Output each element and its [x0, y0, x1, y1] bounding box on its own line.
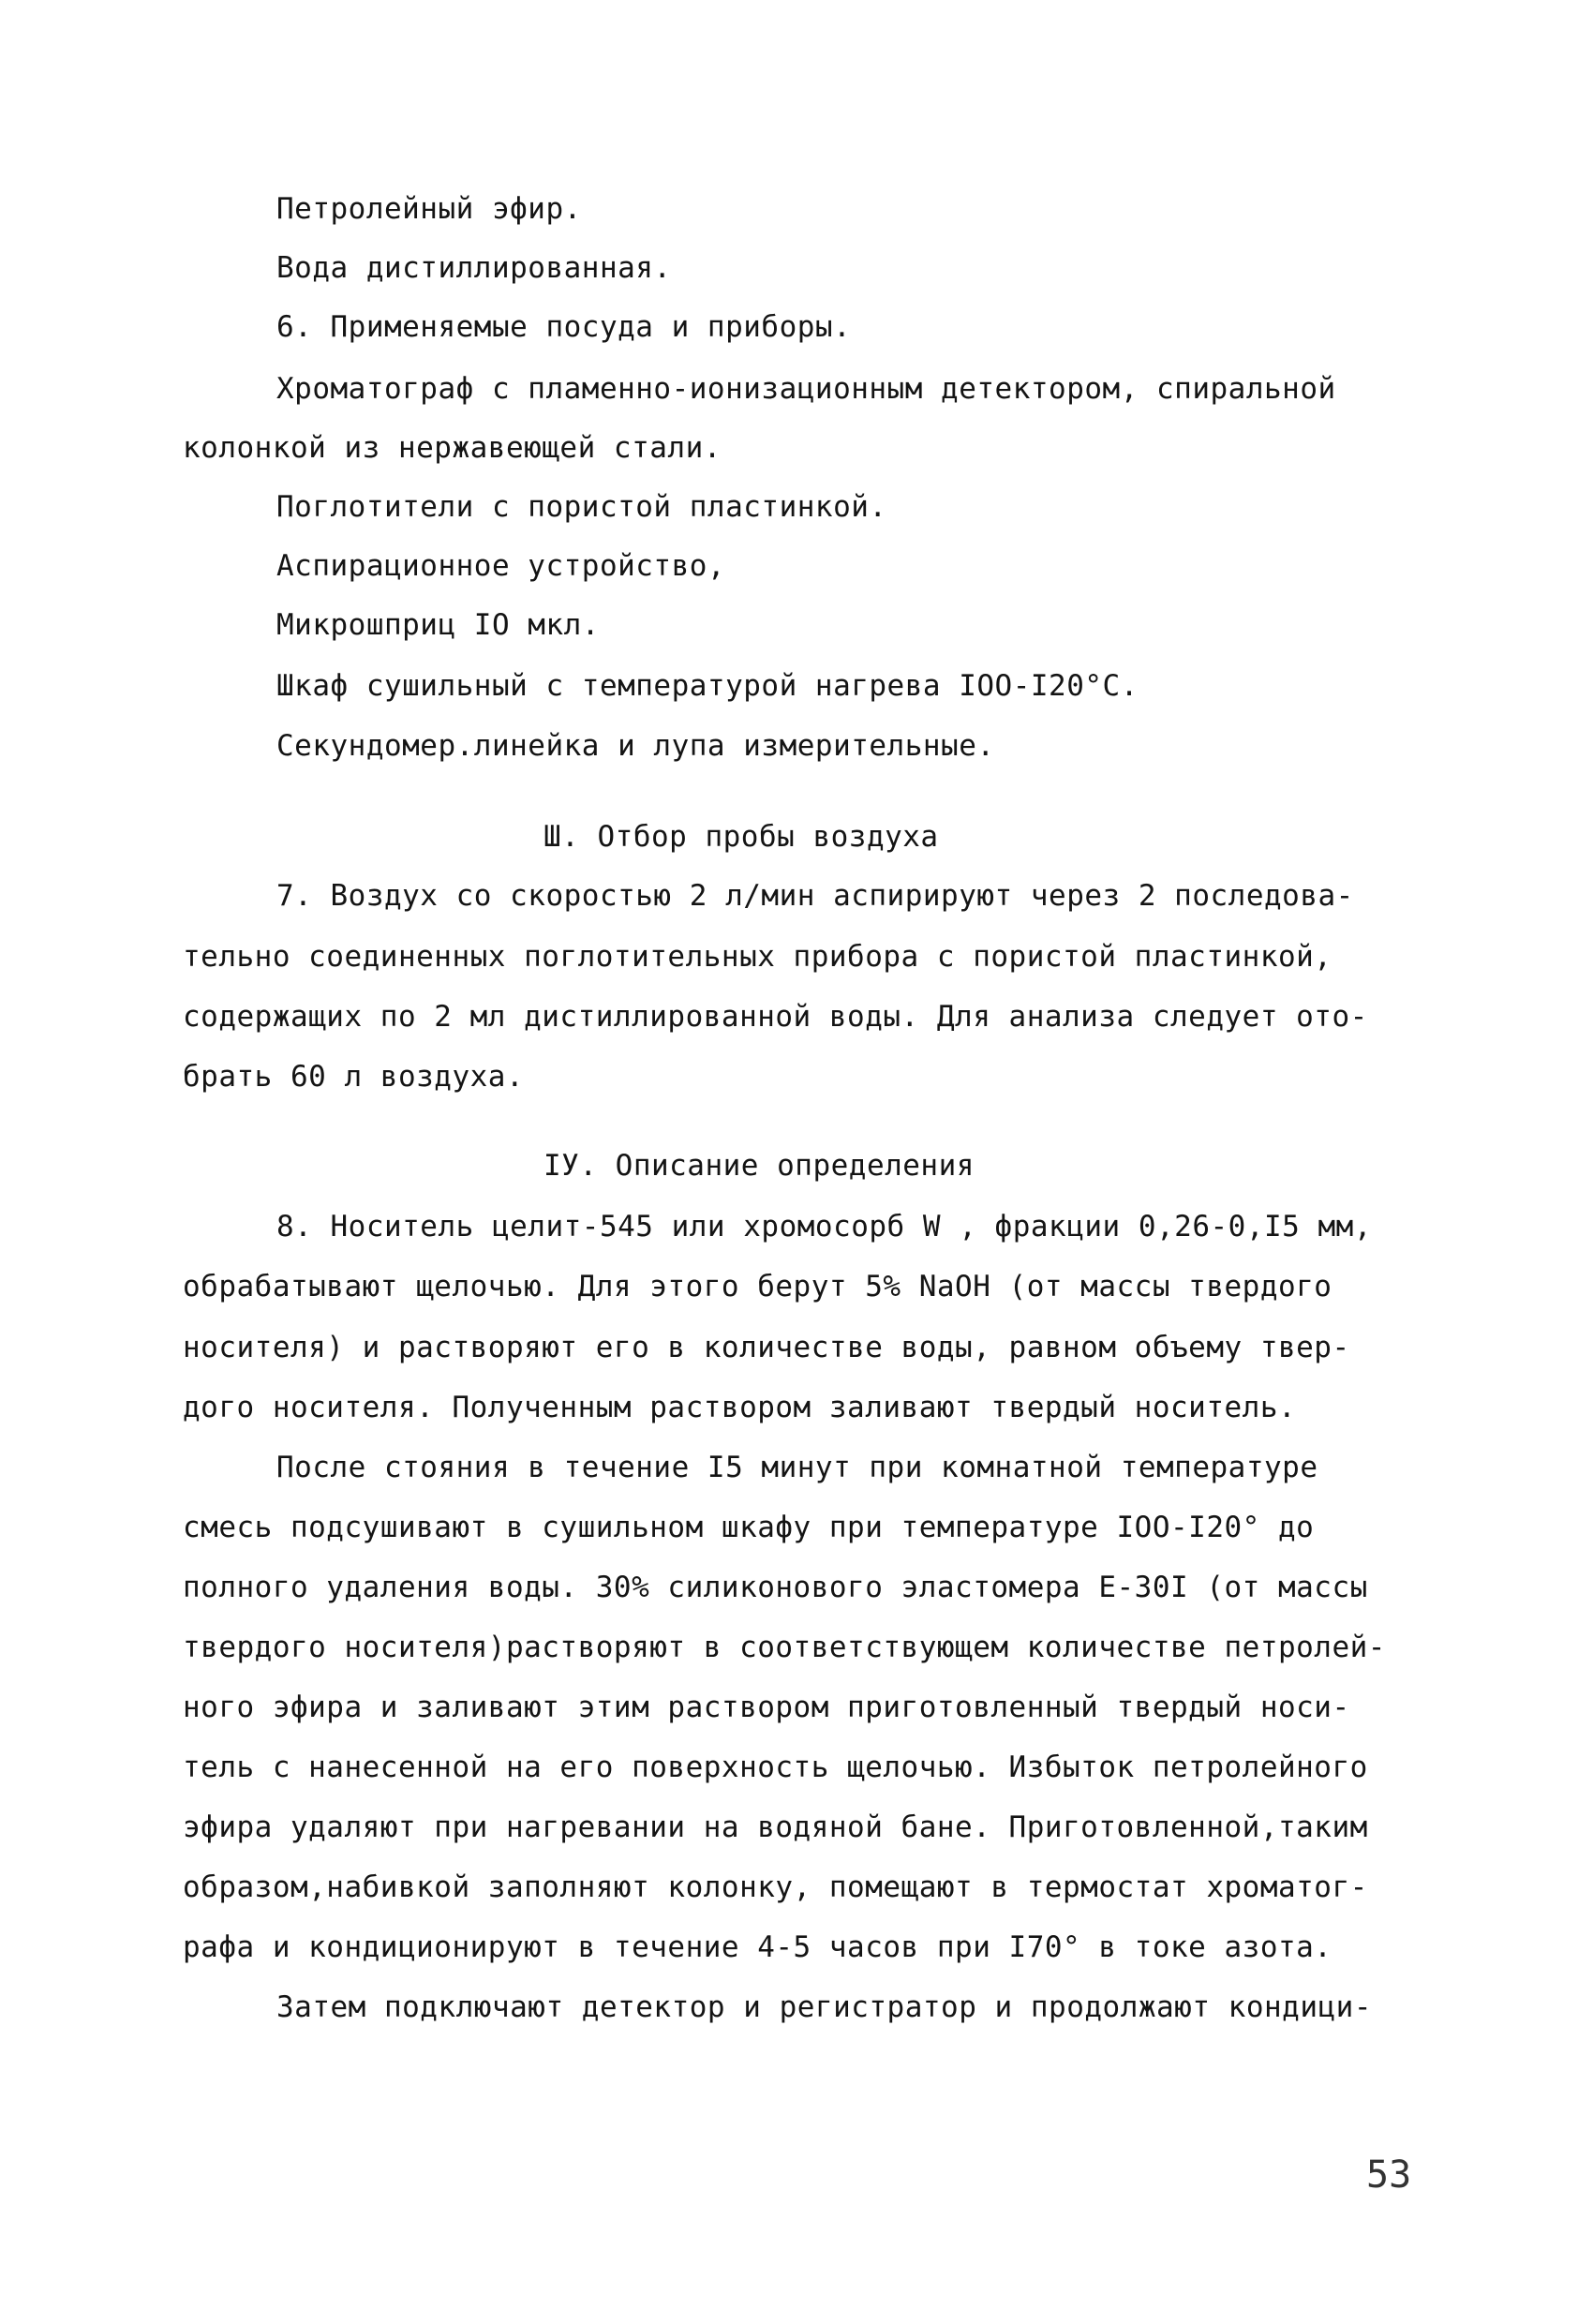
text-line: эфира удаляют при нагревании на водяной бане. Приготовленной,таким [183, 1810, 1368, 1844]
text-line: Хроматограф с пламенно-ионизационным детектором, спиральной [276, 372, 1336, 406]
text-line: рафа и кондиционируют в течение 4-5 часов при I70° в токе азота. [183, 1930, 1332, 1964]
text-line: твердого носителя)растворяют в соответствующем количестве петролей- [183, 1631, 1386, 1664]
text-line: тельно соединенных поглотительных прибора с пористой пластинкой, [183, 940, 1332, 974]
text-line: Микрошприц IO мкл. [276, 608, 600, 642]
text-line: полного удаления воды. 30% силиконового эластомера Е-30I (от массы [183, 1571, 1368, 1604]
text-line: Поглотители с пористой пластинкой. [276, 490, 887, 524]
text-line: Секундомер.линейка и лупа измерительные. [276, 729, 995, 763]
text-line: колонкой из нержавеющей стали. [183, 431, 722, 465]
text-line: 6. Применяемые посуда и приборы. [276, 310, 852, 344]
text-line: Петролейный эфир. [276, 192, 582, 226]
page-number: 53 [1366, 2153, 1412, 2197]
text-line: дого носителя. Полученным раствором заливают твердый носитель. [183, 1391, 1297, 1424]
section-heading: Ш. Отбор пробы воздуха [543, 820, 939, 854]
text-line: смесь подсушивают в сушильном шкафу при температуре IOO-I20° до [183, 1511, 1315, 1544]
text-line: ного эфира и заливают этим раствором приготовленный твердый носи- [183, 1691, 1350, 1724]
text-line: После стояния в течение I5 минут при комнатной температуре [276, 1451, 1318, 1484]
text-line: Шкаф сушильный с температурой нагрева IOO-I20°C. [276, 669, 1139, 703]
text-line: тель с нанесенной на его поверхность щелочью. Избыток петролейного [183, 1750, 1368, 1784]
text-line: носителя) и растворяют его в количестве воды, равном объему твер- [183, 1331, 1350, 1364]
section-heading: IУ. Описание определения [543, 1149, 975, 1183]
text-line: Аспирационное устройство, [276, 549, 726, 583]
text-line: 7. Воздух со скоростью 2 л/мин аспирируют через 2 последова- [276, 879, 1354, 913]
text-line: 8. Носитель целит-545 или хромосорб W , фракции 0,26-0,I5 мм, [276, 1210, 1372, 1244]
text-line: брать 60 л воздуха. [183, 1060, 525, 1094]
text-line: содержащих по 2 мл дистиллированной воды. Для анализа следует ото- [183, 1000, 1368, 1034]
text-line: Затем подключают детектор и регистратор и продолжают кондици- [276, 1990, 1372, 2024]
text-line: Вода дистиллированная. [276, 251, 672, 285]
text-line: обрабатывают щелочью. Для этого берут 5% NaOH (от массы твердого [183, 1270, 1332, 1304]
text-line: образом,набивкой заполняют колонку, помещают в термостат хроматог- [183, 1870, 1368, 1904]
